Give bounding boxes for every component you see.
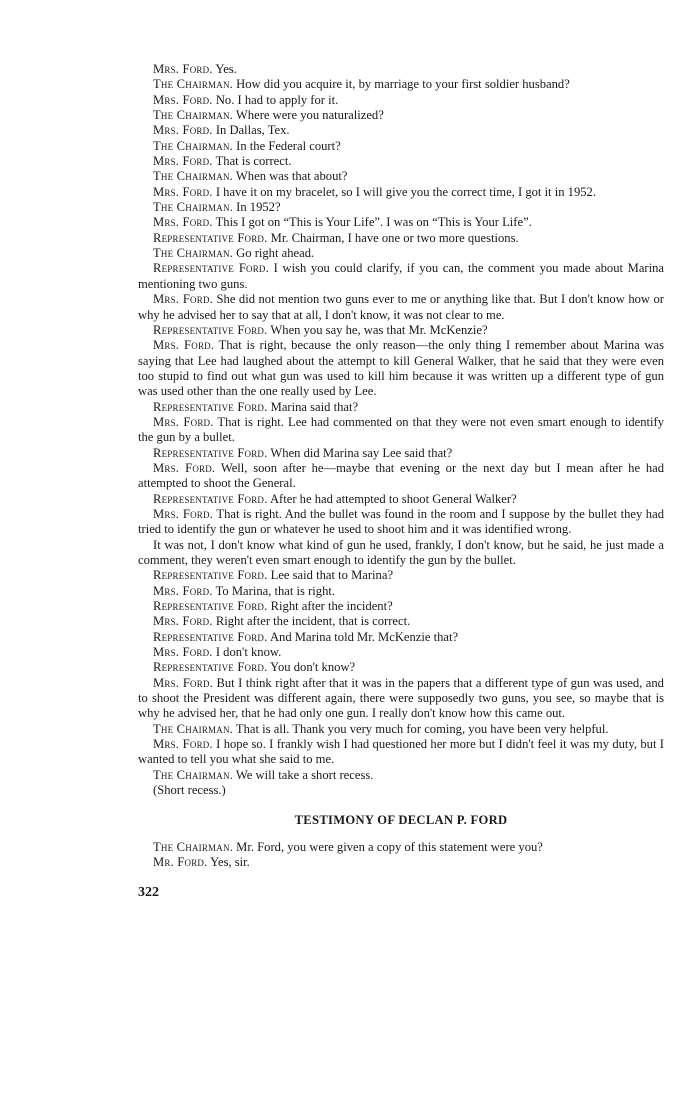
statement-text: Where were you naturalized? — [235, 108, 384, 123]
transcript-paragraph — [138, 461, 664, 492]
statement-text: When you say he, was that Mr. McKenzie? — [270, 322, 488, 337]
statement-text: Yes, sir. — [210, 855, 250, 870]
statement-text: We will take a short recess. — [235, 767, 374, 782]
speaker-name: The Chairman. — [153, 246, 233, 261]
statement-text: After he had attempted to shoot General Walker? — [269, 491, 517, 506]
speaker-name: Mrs. Ford. — [153, 292, 214, 307]
speaker-name: Mrs. Ford. — [153, 675, 213, 690]
statement-text: When was that about? — [235, 169, 348, 184]
statement-text: To Marina, that is right. — [215, 583, 336, 598]
statement-text: I hope so. I frankly wish I had questioned her more but I didn't feel it was my duty, but I wanted to tell you what she said to me. — [138, 737, 664, 767]
transcript-paragraph — [138, 108, 664, 123]
testimony-transcript — [138, 62, 664, 799]
testimony-transcript-continued — [138, 840, 664, 871]
statement-text: How did you acquire it, by marriage to your first soldier husband? — [236, 77, 570, 92]
statement-text: In Dallas, Tex. — [215, 123, 290, 138]
speaker-name: Mrs. Ford. — [153, 123, 213, 138]
speaker-name: Representative Ford. — [153, 230, 268, 245]
speaker-name: Representative Ford. — [153, 261, 269, 276]
speaker-name: Mrs. Ford. — [153, 414, 214, 429]
speaker-name: Representative Ford. — [153, 660, 268, 675]
transcript-paragraph — [138, 415, 664, 446]
speaker-name: Mrs. Ford. — [153, 645, 213, 660]
transcript-paragraph — [138, 538, 664, 569]
statement-text: Right after the incident? — [270, 599, 393, 614]
speaker-name: Representative Ford. — [153, 568, 268, 583]
transcript-paragraph — [138, 185, 664, 200]
statement-text: Yes. — [215, 62, 237, 76]
statement-text: She did not mention two guns ever to me or anything like that. But I don't know how or why he advised her to say that at all, I don't know, it was not clear to me. — [138, 292, 664, 322]
speaker-name: Mrs. Ford. — [153, 460, 216, 475]
transcript-paragraph — [138, 768, 664, 783]
transcript-paragraph — [138, 507, 664, 538]
transcript-paragraph — [138, 855, 664, 870]
page-number: 322 — [138, 884, 159, 900]
transcript-paragraph — [138, 660, 664, 675]
transcript-paragraph — [138, 154, 664, 169]
statement-text: Mr. Ford, you were given a copy of this statement were you? — [236, 839, 543, 854]
statement-text: It was not, I don't know what kind of gun he used, frankly, I don't know, but he said, he just made a comment, they weren't even smart enough to identify the gun by the bullet. — [138, 537, 664, 567]
speaker-name: Representative Ford. — [153, 399, 268, 414]
statement-text: Well, soon after he—maybe that evening or the next day but I mean after he had attempted to shoot the General. — [138, 460, 664, 491]
statement-text: Marina said that? — [270, 399, 359, 414]
speaker-name: Mrs. Ford. — [153, 583, 213, 598]
transcript-paragraph — [138, 93, 664, 108]
speaker-name: Mrs. Ford. — [153, 184, 213, 199]
speaker-name: Mrs. Ford. — [153, 338, 215, 353]
transcript-paragraph — [138, 231, 664, 246]
transcript-paragraph — [138, 77, 664, 92]
statement-text: You don't know? — [270, 660, 356, 675]
transcript-paragraph — [138, 215, 664, 230]
speaker-name: Representative Ford. — [153, 491, 268, 506]
statement-text: That is all. Thank you very much for coming, you have been very helpful. — [235, 721, 609, 736]
speaker-name: The Chairman. — [153, 839, 233, 854]
speaker-name: Mr. Ford. — [153, 855, 208, 870]
speaker-name: Mrs. Ford. — [153, 737, 213, 752]
statement-text: I wish you could clarify, if you can, the comment you made about Marina mentioning two guns. — [138, 261, 665, 291]
speaker-name: The Chairman. — [153, 200, 233, 215]
statement-text: (Short recess.) — [153, 783, 226, 798]
transcript-paragraph — [138, 62, 664, 77]
transcript-paragraph — [138, 568, 664, 583]
statement-text: In 1952? — [236, 200, 281, 215]
transcript-paragraph — [138, 200, 664, 215]
speaker-name: Representative Ford. — [153, 599, 268, 614]
speaker-name: Representative Ford. — [153, 445, 268, 460]
transcript-paragraph — [138, 737, 664, 768]
statement-text: But I think right after that it was in the papers that a different type of gun was used, and to shoot the President was different again, there were supposedly two guns, you see, so maybe that is why he advised her, that he had only one gun. I really don't know how this came out. — [138, 675, 664, 721]
statement-text: Mr. Chairman, I have one or two more questions. — [270, 230, 519, 245]
speaker-name: Mrs. Ford. — [153, 506, 214, 521]
statement-text: Go right ahead. — [236, 246, 315, 261]
speaker-name: Mrs. Ford. — [153, 154, 213, 169]
transcript-paragraph — [138, 323, 664, 338]
speaker-name: Mrs. Ford. — [153, 215, 213, 230]
transcript-paragraph — [138, 676, 664, 722]
speaker-name: The Chairman. — [153, 721, 233, 736]
statement-text: This I got on “This is Your Life”. I was on “This is Your Life”. — [215, 215, 532, 230]
transcript-paragraph — [138, 599, 664, 614]
transcript-paragraph — [138, 645, 664, 660]
speaker-name: The Chairman. — [153, 77, 233, 92]
transcript-paragraph — [138, 261, 664, 292]
speaker-name: The Chairman. — [153, 108, 233, 123]
statement-text: That is right. Lee had commented on that they were not even smart enough to identify the gun by a bullet. — [138, 414, 665, 445]
transcript-paragraph — [138, 722, 664, 737]
speaker-name: The Chairman. — [153, 169, 233, 184]
transcript-paragraph — [138, 338, 664, 399]
statement-text: That is correct. — [215, 154, 292, 169]
transcript-paragraph — [138, 139, 664, 154]
speaker-name: Mrs. Ford. — [153, 614, 213, 629]
statement-text: When did Marina say Lee said that? — [270, 445, 453, 460]
statement-text: And Marina told Mr. McKenzie that? — [269, 629, 459, 644]
transcript-paragraph — [138, 840, 664, 855]
statement-text: In the Federal court? — [236, 138, 341, 153]
transcript-paragraph — [138, 246, 664, 261]
statement-text: That is right, because the only reason—the only thing I remember about Marina was saying that Lee had laughed about the attempt to kill General Walker, that he said that they were even too stupid to find out what gun was used to kill him because it was written up a different type of gun was used other than the one really used by Lee. — [138, 338, 664, 399]
statement-text: That is right. And the bullet was found in the room and I suppose by the bullet they had tried to identify the gun or whatever he used to shoot him and it was identified wrong. — [138, 506, 664, 537]
speaker-name: The Chairman. — [153, 138, 233, 153]
transcript-paragraph — [138, 630, 664, 645]
statement-text: Lee said that to Marina? — [270, 568, 394, 583]
transcript-paragraph — [138, 492, 664, 507]
transcript-paragraph — [138, 584, 664, 599]
transcript-paragraph — [138, 123, 664, 138]
speaker-name: Representative Ford. — [153, 322, 268, 337]
transcript-paragraph — [138, 292, 664, 323]
document-page — [138, 62, 664, 900]
transcript-paragraph — [138, 169, 664, 184]
statement-text: I don't know. — [215, 645, 282, 660]
statement-text: Right after the incident, that is correct. — [215, 614, 411, 629]
section-heading: TESTIMONY OF DECLAN P. FORD — [294, 812, 508, 827]
speaker-name: Representative Ford. — [153, 629, 268, 644]
speaker-name: Mrs. Ford. — [153, 62, 213, 76]
transcript-paragraph — [138, 400, 664, 415]
statement-text: No. I had to apply for it. — [215, 92, 339, 107]
speaker-name: Mrs. Ford. — [153, 92, 213, 107]
statement-text: I have it on my bracelet, so I will give you the correct time, I got it in 1952. — [215, 184, 596, 199]
transcript-paragraph — [138, 614, 664, 629]
transcript-paragraph — [138, 446, 664, 461]
transcript-paragraph — [138, 783, 664, 798]
speaker-name: The Chairman. — [153, 767, 233, 782]
